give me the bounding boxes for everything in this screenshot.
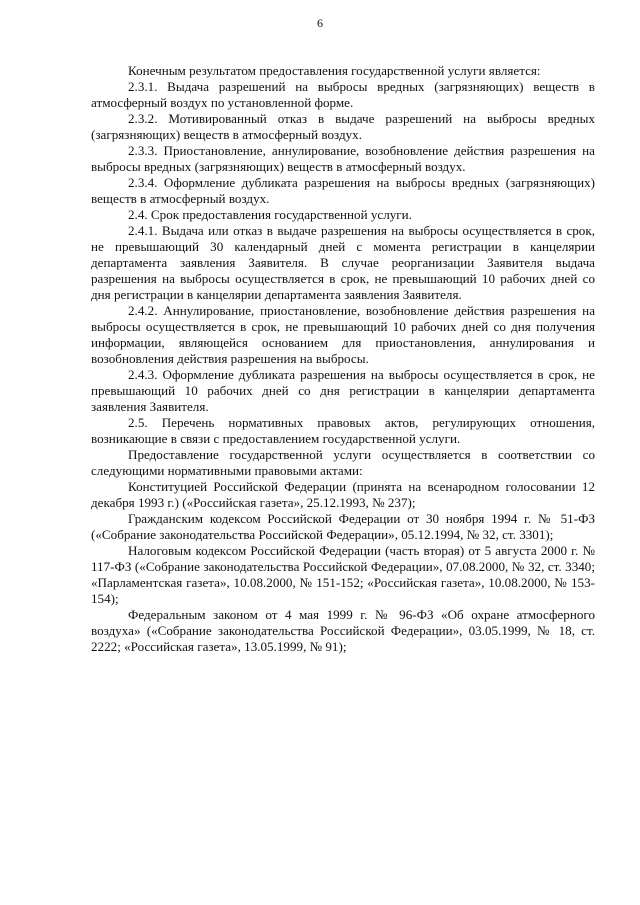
paragraph-tax-code: Налоговым кодексом Российской Федерации (часть вторая) от 5 августа 2000 г. № 117-ФЗ («Собрание законодательства Российской Федерации», 07.08.2000, № 32, ст. 3340; «Парламентская газета», 10.08.2000, № 151-152; «Российская газета», 10.08.2000, № 153-154); bbox=[91, 543, 595, 606]
paragraph-constitution: Конституцией Российской Федерации (принята на всенародном голосовании 12 декабря 1993 г.) («Российская газета», 25.12.1993, № 237); bbox=[91, 479, 595, 510]
paragraph-2-3-4: 2.3.4. Оформление дубликата разрешения на выбросы вредных (загрязняющих) веществ в атмосферный воздух. bbox=[91, 175, 595, 206]
paragraph-2-4-3: 2.4.3. Оформление дубликата разрешения на выбросы осуществляется в срок, не превышающий 10 рабочих дней со дня регистрации в канцелярии департамента заявления Заявителя. bbox=[91, 367, 595, 414]
page-number: 6 bbox=[317, 16, 323, 30]
paragraph-2-3-3: 2.3.3. Приостановление, аннулирование, возобновление действия разрешения на выбросы вредных (загрязняющих) веществ в атмосферный воздух. bbox=[91, 143, 595, 174]
paragraph-2-4: 2.4. Срок предоставления государственной услуги. bbox=[128, 207, 412, 222]
paragraph-2-4-1: 2.4.1. Выдача или отказ в выдаче разрешения на выбросы осуществляется в срок, не превышающий 30 календарный дней с момента регистрации в канцелярии департамента заявления Заявителя. В случае реорганизации Заявителя выдача разрешения на выбросы осуществляется в срок, не превышающий 10 рабочих дней со дня регистрации в канцелярии департамента заявления Заявителя. bbox=[91, 223, 595, 302]
paragraph-legal-acts-intro: Предоставление государственной услуги осуществляется в соответствии со следующими нормативными правовыми актами: bbox=[91, 447, 595, 478]
paragraph-civil-code: Гражданским кодексом Российской Федерации от 30 ноября 1994 г. № 51-ФЗ («Собрание законодательства Российской Федерации», 05.12.1994, № 32, ст. 3301); bbox=[91, 511, 595, 542]
paragraph-2-4-2: 2.4.2. Аннулирование, приостановление, возобновление действия разрешения на выбросы осуществляется в срок, не превышающий 10 рабочих дней со дня получения информации, являющейся основанием для приостановления, аннулирования и возобновления действия разрешения на выбросы. bbox=[91, 303, 595, 366]
paragraph-2-3-2: 2.3.2. Мотивированный отказ в выдаче разрешений на выбросы вредных (загрязняющих) веществ в атмосферный воздух. bbox=[91, 111, 595, 142]
paragraph-2-3-1: 2.3.1. Выдача разрешений на выбросы вредных (загрязняющих) веществ в атмосферный воздух по установленной форме. bbox=[91, 79, 595, 110]
document-body bbox=[91, 63, 595, 655]
paragraph-federal-law-96: Федеральным законом от 4 мая 1999 г. № 96-ФЗ «Об охране атмосферного воздуха» («Собрание законодательства Российской Федерации», 03.05.1999, № 18, ст. 2222; «Российская газета», 13.05.1999, № 91); bbox=[91, 607, 595, 654]
paragraph-result-intro: Конечным результатом предоставления государственной услуги является: bbox=[128, 63, 541, 78]
paragraph-2-5: 2.5. Перечень нормативных правовых актов, регулирующих отношения, возникающие в связи с предоставлением государственной услуги. bbox=[91, 415, 595, 446]
